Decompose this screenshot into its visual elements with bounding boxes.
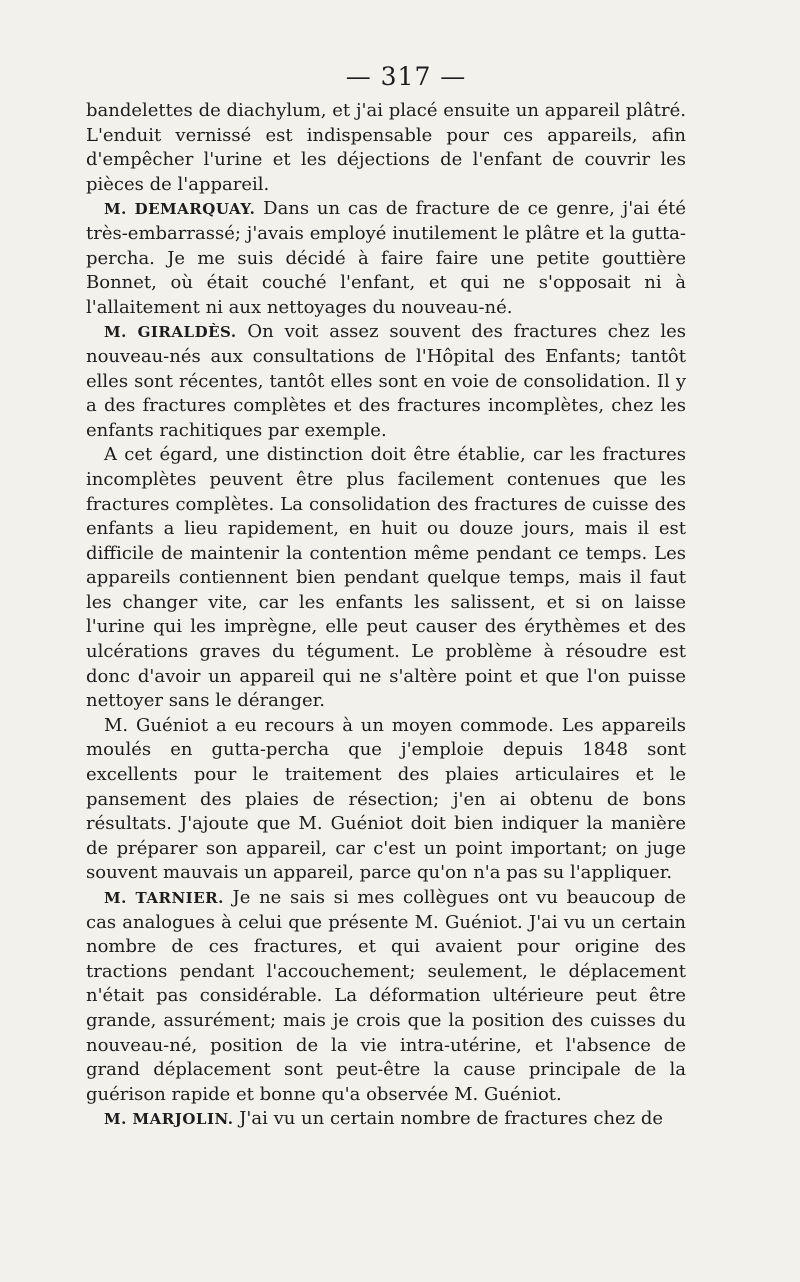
- paragraph-text: J'ai vu un certain nombre de fractures chez de: [239, 1108, 664, 1130]
- paragraph-text: Dans un cas de fracture de ce genre, j'ai été très-embarrassé; j'avais employé inutilement le plâtre et la gutta-percha. Je me suis décidé à faire faire une petite gouttière Bonnet, où était couché l'enfant, et qui ne s'opposait ni à l'allaitement ni aux nettoyages du nouveau-né.: [86, 198, 686, 318]
- page-number: — 317 —: [345, 62, 467, 91]
- speaker-name: M. DEMARQUAY.: [104, 200, 256, 219]
- paragraph-marjolin: [86, 1107, 686, 1132]
- speaker-name: M. TARNIER.: [104, 889, 224, 907]
- paragraph-giraldes: [86, 320, 686, 443]
- paragraph-tarnier: [86, 886, 686, 1107]
- paragraph-text: bandelettes de diachylum, et j'ai placé ensuite un appareil plâtré. L'enduit vernissé est indispensable pour ces appareils, afin d'empêcher l'urine et les déjections de l'enfant de couvrir les pièces de l'appareil.: [86, 100, 686, 195]
- paragraph-text: On voit assez souvent des fractures chez les nouveau-nés aux consultations de l'Hôpital des Enfants; tantôt elles sont récentes, tantôt elles sont en voie de consolidation. Il y a des fractures complètes et des fractures incomplètes, chez les enfants rachitiques par exemple.: [86, 321, 686, 441]
- paragraph-text: M. Guéniot a eu recours à un moyen commode. Les appareils moulés en gutta-percha que j'emploie depuis 1848 sont excellents pour le traitement des plaies articulaires et le pansement des plaies de résection; j'en ai obtenu de bons résultats. J'ajoute que M. Guéniot doit bien indiquer la manière de préparer son appareil, car c'est un point important; on juge souvent mauvais un appareil, parce qu'on n'a pas su l'appliquer.: [86, 714, 686, 884]
- paragraph-5: [86, 714, 686, 886]
- paragraph-demarquay: [86, 197, 686, 320]
- paragraph-4: [86, 443, 686, 714]
- paragraph-1: [86, 99, 686, 197]
- paragraph-text: A cet égard, une distinction doit être établie, car les fractures incomplètes peuvent être plus facilement contenues que les fractures complètes. La consolidation des fractures de cuisse des enfants a lieu rapidement, en huit ou douze jours, mais il est difficile de maintenir la contention même pendant ce temps. Les appareils contiennent bien pendant quelque temps, mais il faut les changer vite, car les enfants les salissent, et si on laisse l'urine qui les imprègne, elle peut causer des érythèmes et des ulcérations graves du tégument. Le problème à résoudre est donc d'avoir un appareil qui ne s'altère point et que l'on puisse nettoyer sans le déranger.: [86, 444, 686, 712]
- page-text: [86, 62, 686, 1132]
- speaker-name: M. GIRALDÈS.: [104, 323, 237, 342]
- speaker-name: M. MARJOLIN.: [104, 1110, 234, 1129]
- paragraph-text: Je ne sais si mes collègues ont vu beaucoup de cas analogues à celui que présente M. Guéniot. J'ai vu un certain nombre de ces fractures, et qui avaient pour origine des tractions pendant l'accouchement; seulement, le déplacement n'était pas considérable. La déformation ultérieure peut être grande, assurément; mais je crois que la position des cuisses du nouveau-né, position de la vie intra-utérine, et l'absence de grand déplacement sont peut-être la cause principale de la guérison rapide et bonne qu'a observée M. Guéniot.: [86, 887, 687, 1105]
